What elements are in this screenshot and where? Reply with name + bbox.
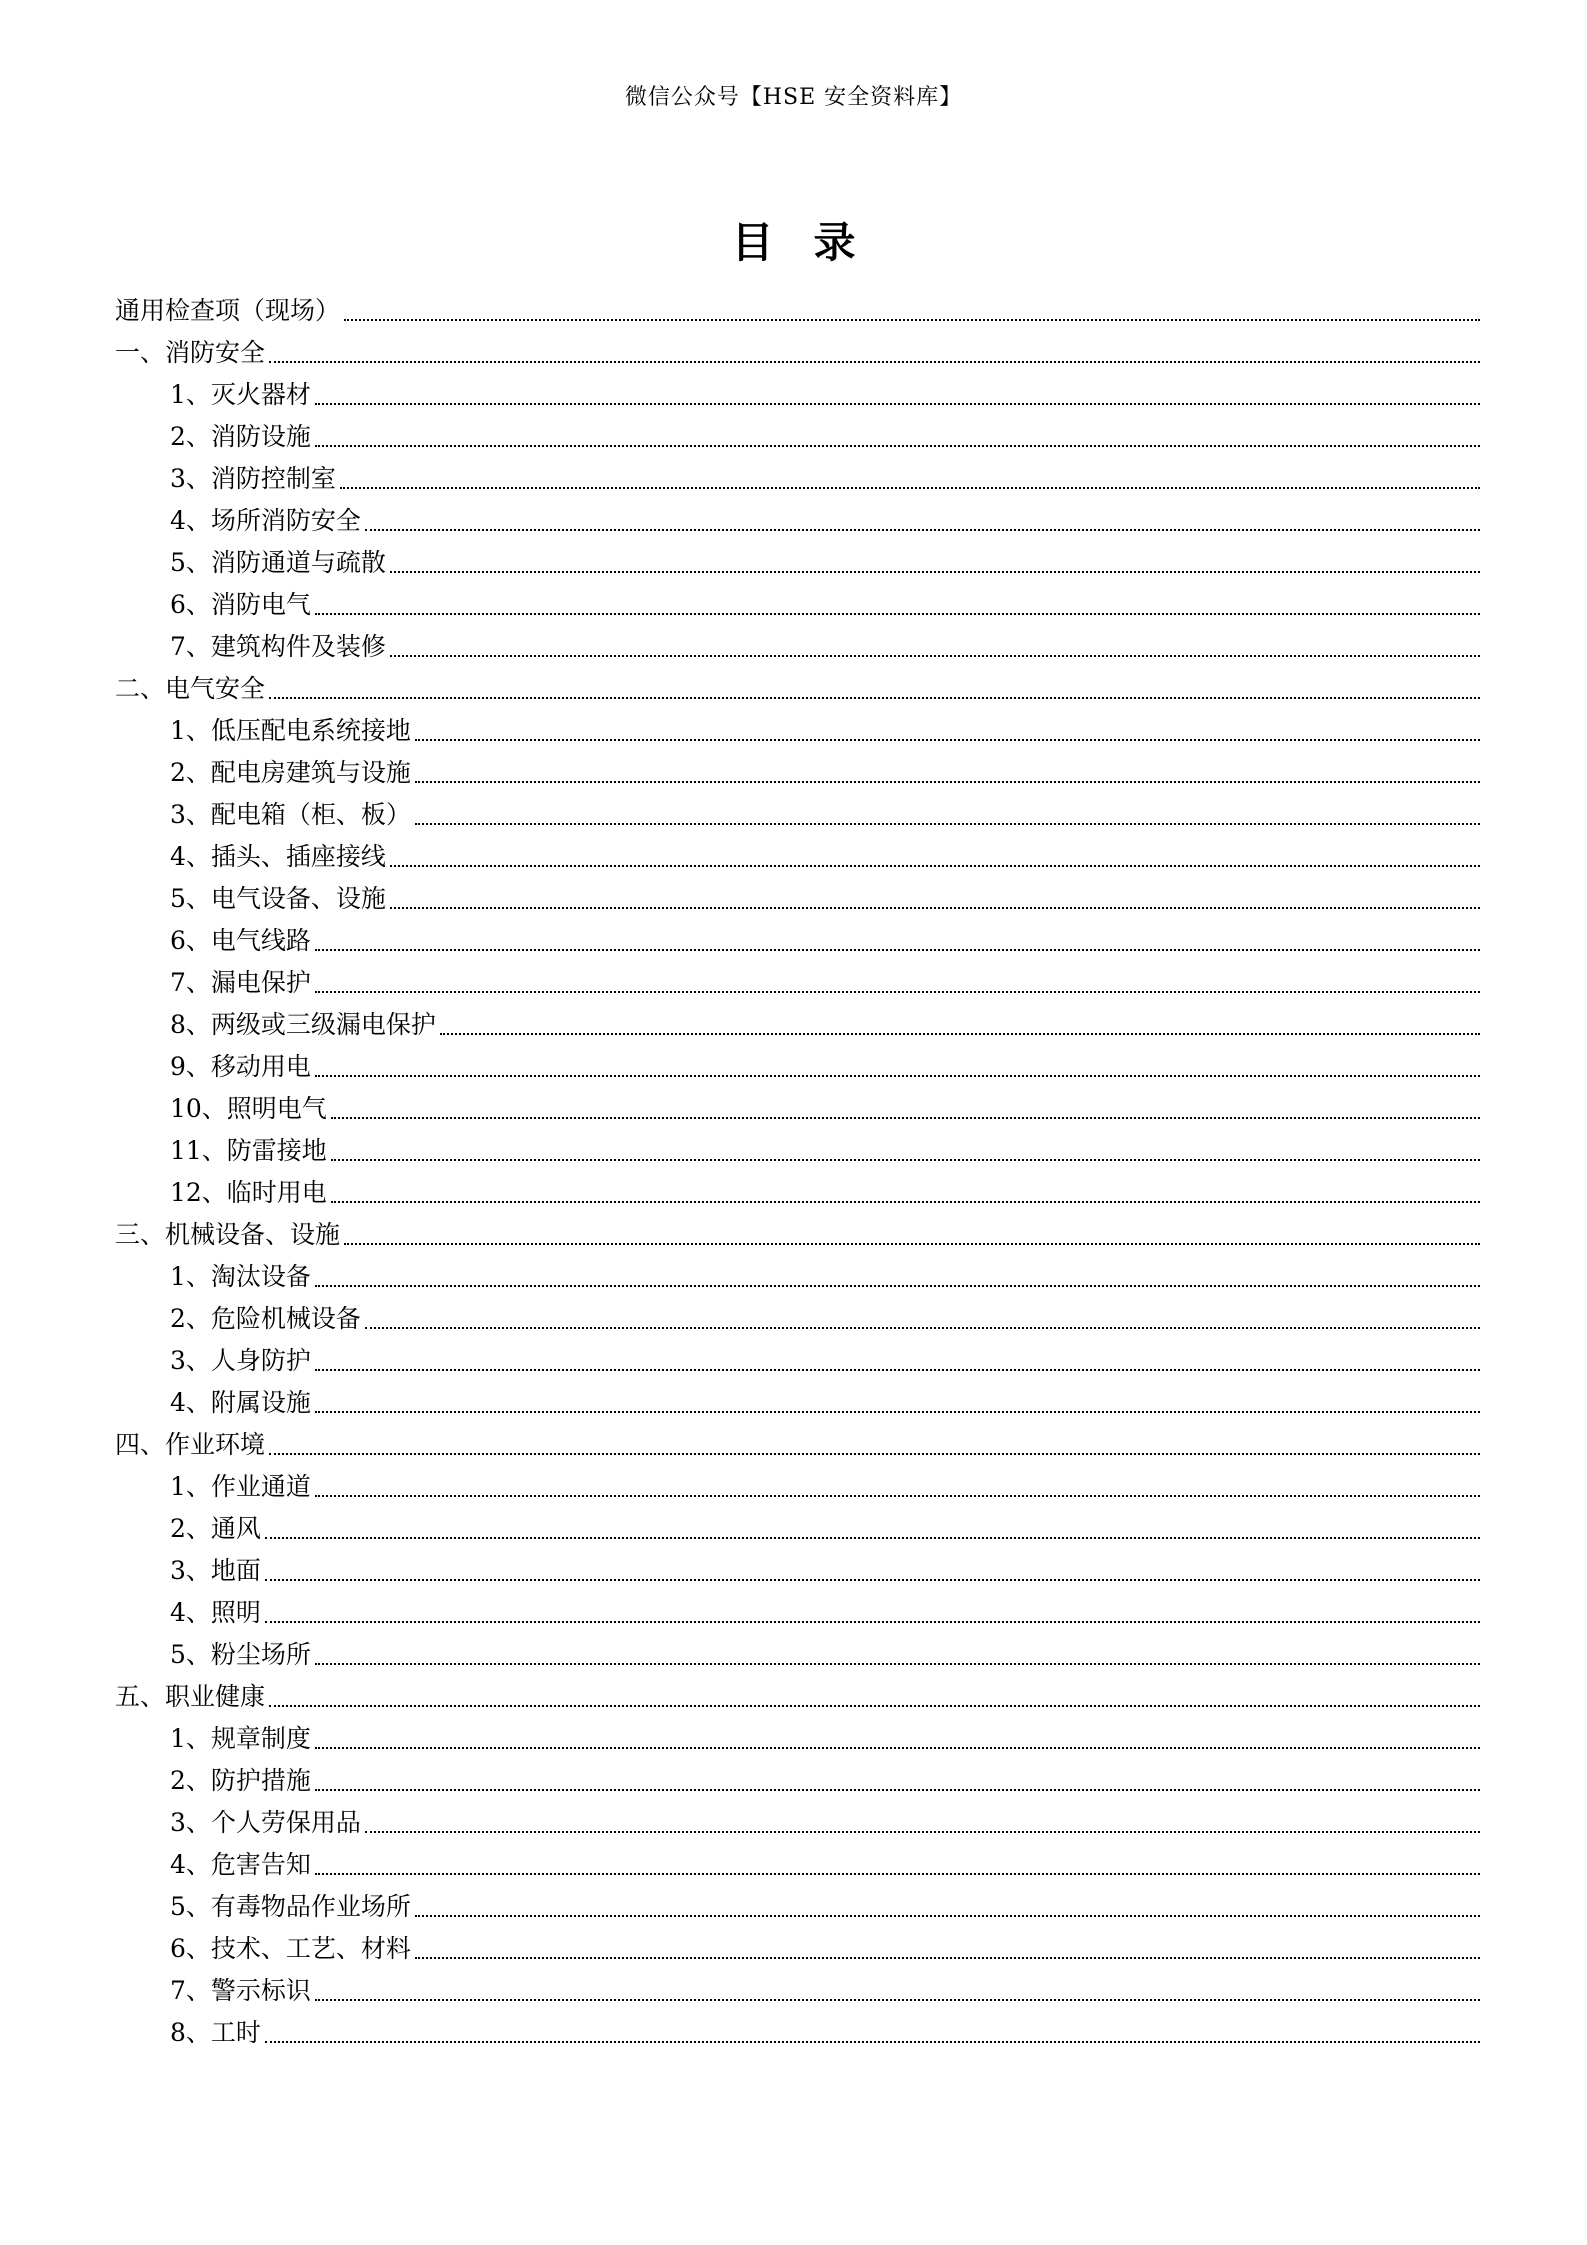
toc-entry-label: 1、低压配电系统接地	[170, 716, 411, 745]
toc-dot-leader	[344, 1243, 1480, 1245]
toc-subsection-entry[interactable]	[115, 1718, 1480, 1760]
toc-dot-leader	[415, 781, 1480, 783]
toc-entry-label: 2、通风	[170, 1514, 261, 1543]
toc-dot-leader	[415, 1915, 1480, 1917]
toc-entry-label: 7、建筑构件及装修	[170, 632, 386, 661]
toc-entry-label: 四、作业环境	[115, 1430, 266, 1459]
toc-entry-label: 5、粉尘场所	[170, 1640, 311, 1669]
toc-subsection-entry[interactable]	[115, 1634, 1480, 1676]
toc-section-entry[interactable]	[115, 1214, 1480, 1256]
toc-entry-label: 9、移动用电	[170, 1052, 311, 1081]
toc-entry-label: 4、附属设施	[170, 1388, 311, 1417]
toc-entry-label: 8、两级或三级漏电保护	[170, 1010, 436, 1039]
toc-dot-leader	[365, 529, 1480, 531]
toc-entry-label: 2、防护措施	[170, 1766, 311, 1795]
toc-dot-leader	[315, 1873, 1480, 1875]
table-of-contents	[115, 290, 1480, 2054]
toc-dot-leader	[315, 1411, 1480, 1413]
toc-entry-label: 3、消防控制室	[170, 464, 336, 493]
toc-entry-label: 3、个人劳保用品	[170, 1808, 361, 1837]
toc-dot-leader	[331, 1159, 1480, 1161]
toc-entry-label: 5、有毒物品作业场所	[170, 1892, 411, 1921]
toc-dot-leader	[265, 1621, 1480, 1623]
toc-dot-leader	[315, 1495, 1480, 1497]
toc-dot-leader	[315, 1369, 1480, 1371]
toc-subsection-entry[interactable]	[115, 1928, 1480, 1970]
toc-entry-label: 6、消防电气	[170, 590, 311, 619]
toc-entry-label: 二、电气安全	[115, 674, 266, 703]
toc-subsection-entry[interactable]	[115, 1886, 1480, 1928]
toc-subsection-entry[interactable]	[115, 878, 1480, 920]
toc-dot-leader	[315, 1789, 1480, 1791]
toc-dot-leader	[315, 949, 1480, 951]
toc-entry-label: 五、职业健康	[115, 1682, 266, 1711]
toc-subsection-entry[interactable]	[115, 1466, 1480, 1508]
toc-entry-label: 一、消防安全	[115, 338, 266, 367]
toc-dot-leader	[269, 697, 1480, 699]
toc-dot-leader	[315, 991, 1480, 993]
toc-section-entry[interactable]	[115, 290, 1480, 332]
toc-entry-label: 11、防雷接地	[170, 1136, 327, 1165]
toc-entry-label: 3、地面	[170, 1556, 261, 1585]
toc-subsection-entry[interactable]	[115, 1760, 1480, 1802]
page-title: 目录	[731, 218, 896, 267]
toc-dot-leader	[315, 403, 1480, 405]
toc-entry-label: 3、配电箱（柜、板）	[170, 800, 411, 829]
toc-subsection-entry[interactable]	[115, 1172, 1480, 1214]
toc-entry-label: 1、作业通道	[170, 1472, 311, 1501]
toc-subsection-entry[interactable]	[115, 626, 1480, 668]
toc-subsection-entry[interactable]	[115, 1592, 1480, 1634]
toc-subsection-entry[interactable]	[115, 1970, 1480, 2012]
toc-dot-leader	[265, 1579, 1480, 1581]
toc-section-entry[interactable]	[115, 668, 1480, 710]
toc-section-entry[interactable]	[115, 1676, 1480, 1718]
toc-dot-leader	[390, 571, 1480, 573]
toc-subsection-entry[interactable]	[115, 836, 1480, 878]
toc-subsection-entry[interactable]	[115, 2012, 1480, 2054]
toc-dot-leader	[365, 1327, 1480, 1329]
toc-subsection-entry[interactable]	[115, 1046, 1480, 1088]
toc-entry-label: 1、规章制度	[170, 1724, 311, 1753]
toc-dot-leader	[315, 445, 1480, 447]
toc-section-entry[interactable]	[115, 332, 1480, 374]
toc-entry-label: 4、场所消防安全	[170, 506, 361, 535]
toc-dot-leader	[331, 1201, 1480, 1203]
toc-subsection-entry[interactable]	[115, 962, 1480, 1004]
toc-dot-leader	[315, 1285, 1480, 1287]
toc-dot-leader	[440, 1033, 1480, 1035]
toc-subsection-entry[interactable]	[115, 1130, 1480, 1172]
toc-dot-leader	[315, 613, 1480, 615]
toc-subsection-entry[interactable]	[115, 374, 1480, 416]
toc-entry-label: 4、插头、插座接线	[170, 842, 386, 871]
toc-dot-leader	[344, 319, 1480, 321]
toc-subsection-entry[interactable]	[115, 1340, 1480, 1382]
toc-subsection-entry[interactable]	[115, 1382, 1480, 1424]
toc-subsection-entry[interactable]	[115, 542, 1480, 584]
toc-dot-leader	[331, 1117, 1480, 1119]
toc-entry-label: 7、漏电保护	[170, 968, 311, 997]
toc-dot-leader	[415, 739, 1480, 741]
toc-subsection-entry[interactable]	[115, 1256, 1480, 1298]
toc-entry-label: 4、危害告知	[170, 1850, 311, 1879]
toc-subsection-entry[interactable]	[115, 416, 1480, 458]
toc-dot-leader	[315, 1663, 1480, 1665]
toc-dot-leader	[315, 1999, 1480, 2001]
toc-dot-leader	[315, 1747, 1480, 1749]
toc-dot-leader	[265, 2041, 1480, 2043]
toc-subsection-entry[interactable]	[115, 1550, 1480, 1592]
toc-entry-label: 4、照明	[170, 1598, 261, 1627]
toc-entry-label: 1、淘汰设备	[170, 1262, 311, 1291]
toc-subsection-entry[interactable]	[115, 710, 1480, 752]
toc-dot-leader	[390, 907, 1480, 909]
toc-subsection-entry[interactable]	[115, 794, 1480, 836]
toc-entry-label: 通用检查项（现场）	[115, 296, 341, 325]
toc-dot-leader	[269, 1705, 1480, 1707]
toc-entry-label: 10、照明电气	[170, 1094, 327, 1123]
toc-subsection-entry[interactable]	[115, 1802, 1480, 1844]
toc-dot-leader	[390, 655, 1480, 657]
toc-subsection-entry[interactable]	[115, 584, 1480, 626]
toc-entry-label: 3、人身防护	[170, 1346, 311, 1375]
toc-dot-leader	[269, 361, 1480, 363]
toc-subsection-entry[interactable]	[115, 1844, 1480, 1886]
toc-entry-label: 5、电气设备、设施	[170, 884, 386, 913]
toc-dot-leader	[415, 823, 1480, 825]
toc-entry-label: 2、危险机械设备	[170, 1304, 361, 1333]
toc-subsection-entry[interactable]	[115, 920, 1480, 962]
toc-subsection-entry[interactable]	[115, 1004, 1480, 1046]
toc-entry-label: 5、消防通道与疏散	[170, 548, 386, 577]
toc-entry-label: 7、警示标识	[170, 1976, 311, 2005]
toc-section-entry[interactable]	[115, 1424, 1480, 1466]
toc-dot-leader	[265, 1537, 1480, 1539]
toc-subsection-entry[interactable]	[115, 752, 1480, 794]
toc-subsection-entry[interactable]	[115, 500, 1480, 542]
toc-dot-leader	[340, 487, 1480, 489]
toc-entry-label: 6、电气线路	[170, 926, 311, 955]
page-header: 微信公众号【HSE 安全资料库】	[624, 85, 963, 110]
toc-dot-leader	[415, 1957, 1480, 1959]
toc-subsection-entry[interactable]	[115, 1298, 1480, 1340]
toc-dot-leader	[269, 1453, 1480, 1455]
toc-dot-leader	[365, 1831, 1480, 1833]
toc-entry-label: 12、临时用电	[170, 1178, 327, 1207]
toc-entry-label: 6、技术、工艺、材料	[170, 1934, 411, 1963]
toc-subsection-entry[interactable]	[115, 458, 1480, 500]
toc-subsection-entry[interactable]	[115, 1508, 1480, 1550]
toc-subsection-entry[interactable]	[115, 1088, 1480, 1130]
toc-entry-label: 8、工时	[170, 2018, 261, 2047]
toc-entry-label: 1、灭火器材	[170, 380, 311, 409]
toc-dot-leader	[315, 1075, 1480, 1077]
toc-entry-label: 三、机械设备、设施	[115, 1220, 341, 1249]
toc-entry-label: 2、消防设施	[170, 422, 311, 451]
toc-dot-leader	[390, 865, 1480, 867]
toc-entry-label: 2、配电房建筑与设施	[170, 758, 411, 787]
